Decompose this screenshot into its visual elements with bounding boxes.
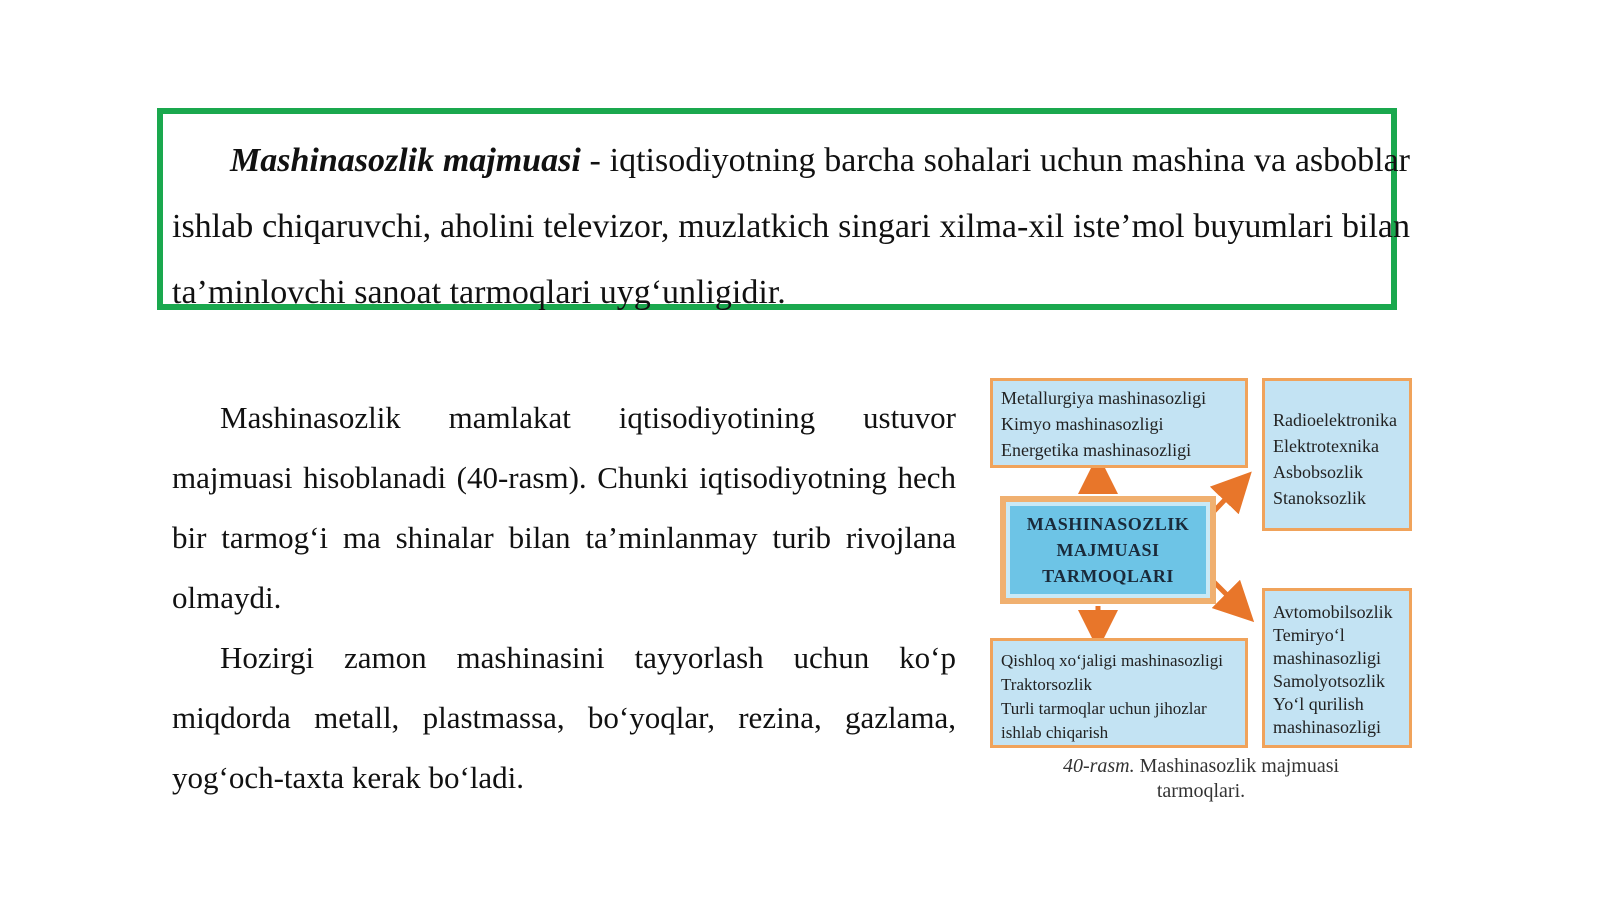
caption-text: Mashinasozlik majmuasi <box>1134 755 1340 777</box>
definition-paragraph <box>172 128 1410 326</box>
box-item: Kimyo mashinasozligi <box>1001 414 1164 434</box>
box-item: Stanoksozlik <box>1273 488 1366 508</box>
center-line: MAJMUASI <box>1056 540 1160 560</box>
definition-term: Mashinasozlik majmuasi <box>230 142 581 179</box>
box-item: Avtomobilsozlik <box>1273 602 1393 622</box>
box-center <box>1000 496 1216 604</box>
box-bottom-right <box>1262 588 1412 748</box>
box-item: Radioelektronika <box>1273 410 1397 430</box>
body-paragraph-2: Hozirgi zamon mashinasini tayyorlash uchun ko‘p miqdorda metall, plastmassa, bo‘yoqlar, rezina, gazlama, yog‘och-taxta kerak bo‘ladi. <box>172 640 956 795</box>
caption-number: 40-rasm. <box>1062 755 1135 777</box>
box-item: Traktorsozlik <box>1001 675 1092 694</box>
center-line: TARMOQLARI <box>1042 566 1174 586</box>
box-top-left <box>990 378 1248 468</box>
box-item: Temiryo‘l <box>1273 625 1345 645</box>
box-item: mashinasozligi <box>1273 648 1381 668</box>
box-item: Elektrotexnika <box>1273 436 1379 456</box>
box-item: Asbobsozlik <box>1273 462 1363 482</box>
box-item: Turli tarmoqlar uchun jihozlar <box>1001 699 1207 718</box>
box-top-right <box>1262 378 1412 531</box>
box-item: Qishloq xo‘jaligi mashinasozligi <box>1001 651 1223 670</box>
box-item: Energetika mashinasozligi <box>1001 440 1192 460</box>
figure-40 <box>990 378 1420 818</box>
body-paragraph-1: Mashinasozlik mamlakat iqtisodiyotining ustuvor majmuasi hisoblanadi (40-rasm). Chunki iqtisodiyotning hech bir tarmog‘i ma shinalar bilan ta’minlanmay turib rivojlana olmaydi. <box>172 400 956 615</box>
center-line: MASHINASOZLIK <box>1026 514 1190 534</box>
box-item: Samolyotsozlik <box>1273 671 1385 691</box>
box-item: mashinasozligi <box>1273 717 1381 737</box>
box-item: ishlab chiqarish <box>1001 723 1109 742</box>
box-item: Metallurgiya mashinasozligi <box>1001 388 1207 408</box>
definition-text: - iqtisodiyotning barcha sohalari uchun mashina va asboblar ishlab chiqaruvchi, aholini televizor, muzlatkich singari xilma-xil iste’mol buyumlari bilan ta’minlovchi sanoat tarmoqlari uyg‘unligidir. <box>172 142 1411 311</box>
caption-text-line2: tarmoqlari. <box>1156 780 1246 802</box>
box-bottom-left <box>990 638 1248 748</box>
body-text <box>172 388 956 808</box>
figure-caption <box>990 754 1412 804</box>
box-item: Yo‘l qurilish <box>1273 694 1364 714</box>
